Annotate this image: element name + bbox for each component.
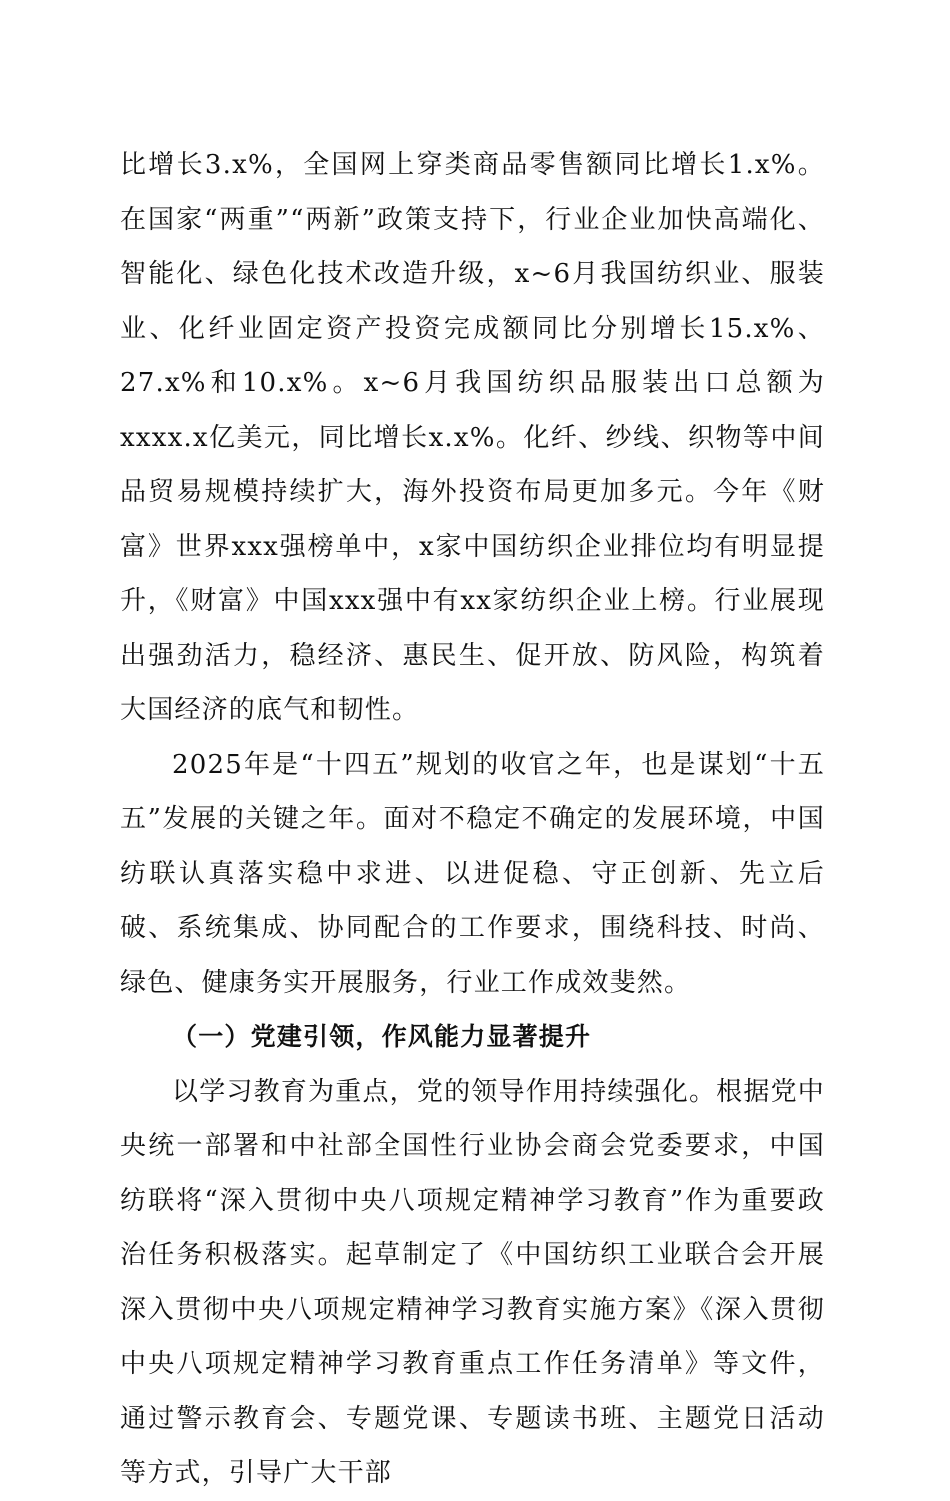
- section-heading: （一）党建引领，作风能力显著提升: [172, 1022, 592, 1051]
- paragraph-party-building: 以学习教育为重点，党的领导作用持续强化。根据党中央统一部署和中社部全国性行业协会商会党委要求，中国纺联将“深入贯彻中央八项规定精神学习教育”作为重要政治任务积极落实。起草制定了《中国纺织工业联合会开展深入贯彻中央八项规定精神学习教育实施方案》《深入贯彻中央八项规定精神学习教育重点工作任务清单》等文件，通过警示教育会、专题党课、专题读书班、主题党日活动等方式，引导广大干部: [120, 1076, 825, 1488]
- document-body: [120, 138, 825, 1501]
- paragraph-industry-performance: 比增长3.x%，全国网上穿类商品零售额同比增长1.x%。在国家“两重”“两新”政策支持下，行业企业加快高端化、智能化、绿色化技术改造升级，x~6月我国纺织业、服装业、化纤业固定资产投资完成额同比分别增长15.x%、27.x%和10.x%。x~6月我国纺织品服装出口总额为xxxx.x亿美元，同比增长x.x%。化纤、纱线、织物等中间品贸易规模持续扩大，海外投资布局更加多元。今年《财富》世界xxx强榜单中，x家中国纺织企业排位均有明显提升，《财富》中国xxx强中有xx家纺织企业上榜。行业展现出强劲活力，稳经济、惠民生、促开放、防风险，构筑着大国经济的底气和韧性。: [120, 150, 825, 725]
- paragraph-2025-overview: 2025年是“十四五”规划的收官之年，也是谋划“十五五”发展的关键之年。面对不稳定不确定的发展环境，中国纺联认真落实稳中求进、以进促稳、守正创新、先立后破、系统集成、协同配合的工作要求，围绕科技、时尚、绿色、健康务实开展服务，行业工作成效斐然。: [120, 749, 825, 998]
